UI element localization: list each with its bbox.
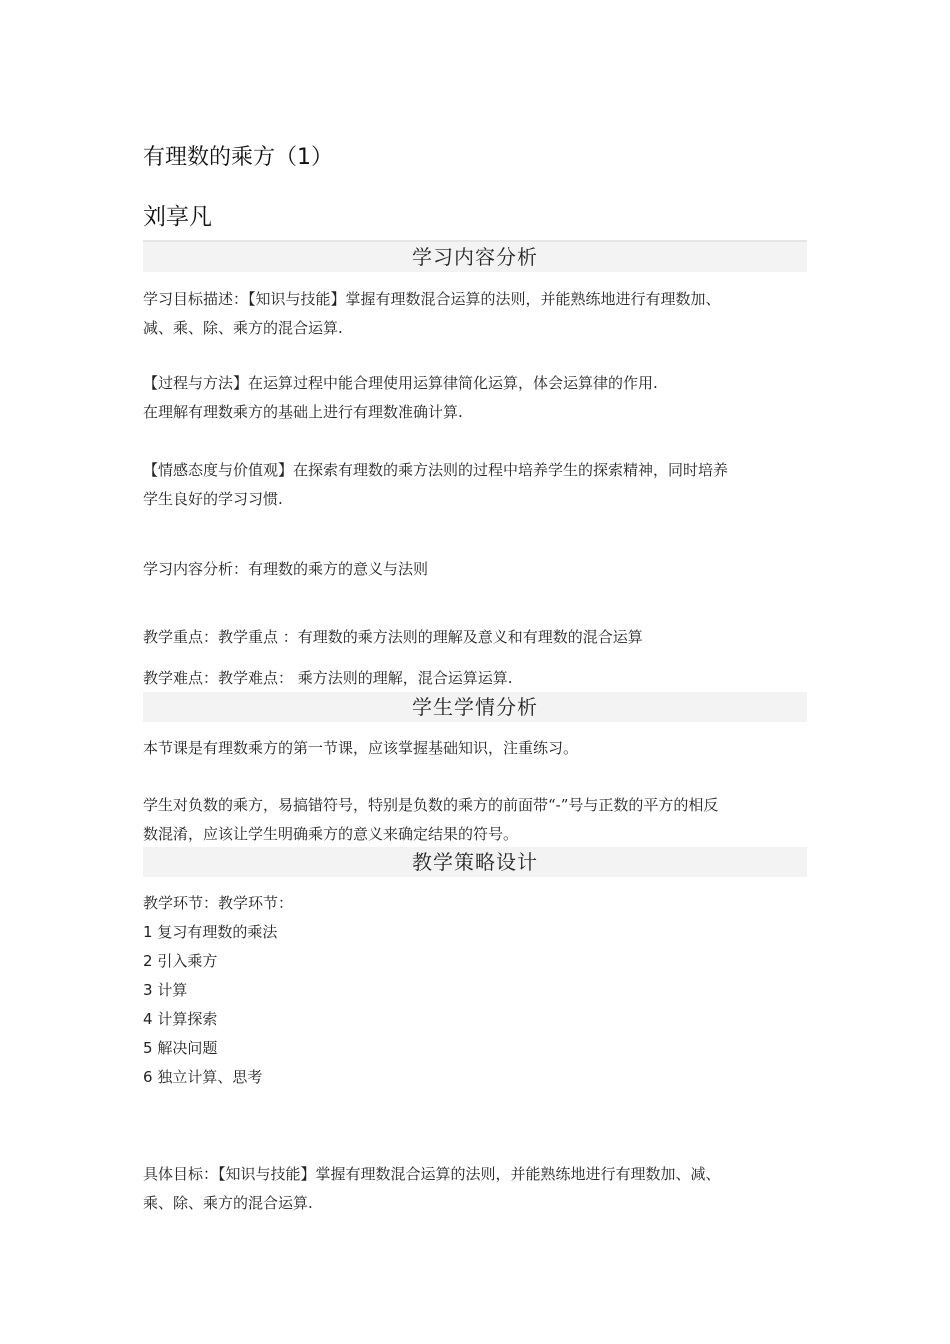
text-line: 减、乘、除、乘方的混合运算. [143, 319, 343, 337]
text-line: 学生良好的学习习惯. [143, 490, 283, 508]
text-line: 教学重点：教学重点 ：有理数的乘方法则的理解及意义和有理数的混合运算 [143, 628, 643, 646]
list-item [143, 947, 807, 976]
text-line: 数混淆，应该让学生明确乘方的意义来确定结果的符号。 [143, 825, 519, 843]
list-item [143, 1034, 807, 1063]
text-line: 在理解有理数乘方的基础上进行有理数准确计算. [143, 403, 463, 421]
step-text: 复习有理数的乘法 [157, 923, 278, 941]
text-line: 具体目标：【知识与技能】掌握有理数混合运算的法则，并能熟练地进行有理数加、减、 [143, 1165, 721, 1183]
step-text: 解决问题 [157, 1039, 218, 1057]
section-header-content-analysis: 学习内容分析 [143, 240, 807, 272]
step-number: 6 [143, 1068, 153, 1086]
list-item [143, 976, 807, 1005]
steps-heading: 教学环节：教学环节： [143, 894, 294, 912]
text-line: 本节课是有理数乘方的第一节课，应该掌握基础知识，注重练习。 [143, 739, 579, 757]
document-title: 有理数的乘方（1） [143, 145, 333, 170]
step-number: 1 [143, 923, 153, 941]
text-line: 学生对负数的乘方，易搞错符号，特别是负数的乘方的前面带“-”号与正数的平方的相反 [143, 796, 719, 814]
step-number: 5 [143, 1039, 153, 1057]
difficulty-line [143, 664, 807, 693]
text-line: 【情感态度与价值观】在探索有理数的乘方法则的过程中培养学生的探索精神，同时培养 [143, 461, 729, 479]
text-line: 学习内容分析：有理数的乘方的意义与法则 [143, 560, 429, 578]
step-number: 2 [143, 952, 153, 970]
step-number: 3 [143, 981, 153, 999]
student-paragraph-1 [143, 734, 807, 763]
specific-goals-paragraph [143, 1160, 807, 1218]
content-analysis-line [143, 555, 807, 584]
step-text: 计算探索 [157, 1010, 218, 1028]
text-line: 乘、除、乘方的混合运算. [143, 1194, 313, 1212]
text-line: 教学难点：教学难点： 乘方法则的理解，混合运算运算. [143, 669, 513, 687]
list-item [143, 1005, 807, 1034]
text-line: 【过程与方法】在运算过程中能合理使用运算律简化运算，体会运算律的作用. [143, 374, 658, 392]
student-paragraph-2 [143, 791, 807, 849]
list-item [143, 1063, 807, 1092]
section-header-student-analysis: 学生学情分析 [143, 692, 807, 722]
author-name: 刘享凡 [143, 204, 212, 230]
process-method-paragraph [143, 369, 807, 427]
learning-goals-paragraph [143, 285, 807, 343]
list-item [143, 918, 807, 947]
step-number: 4 [143, 1010, 153, 1028]
step-text: 引入乘方 [157, 952, 218, 970]
attitude-paragraph [143, 456, 807, 514]
text-line: 学习目标描述：【知识与技能】掌握有理数混合运算的法则，并能熟练地进行有理数加、 [143, 290, 721, 308]
section-header-strategy: 教学策略设计 [143, 847, 807, 877]
step-text: 计算 [157, 981, 188, 999]
key-point-line [143, 623, 807, 652]
step-text: 独立计算、思考 [157, 1068, 263, 1086]
teaching-steps-list [143, 889, 807, 1092]
